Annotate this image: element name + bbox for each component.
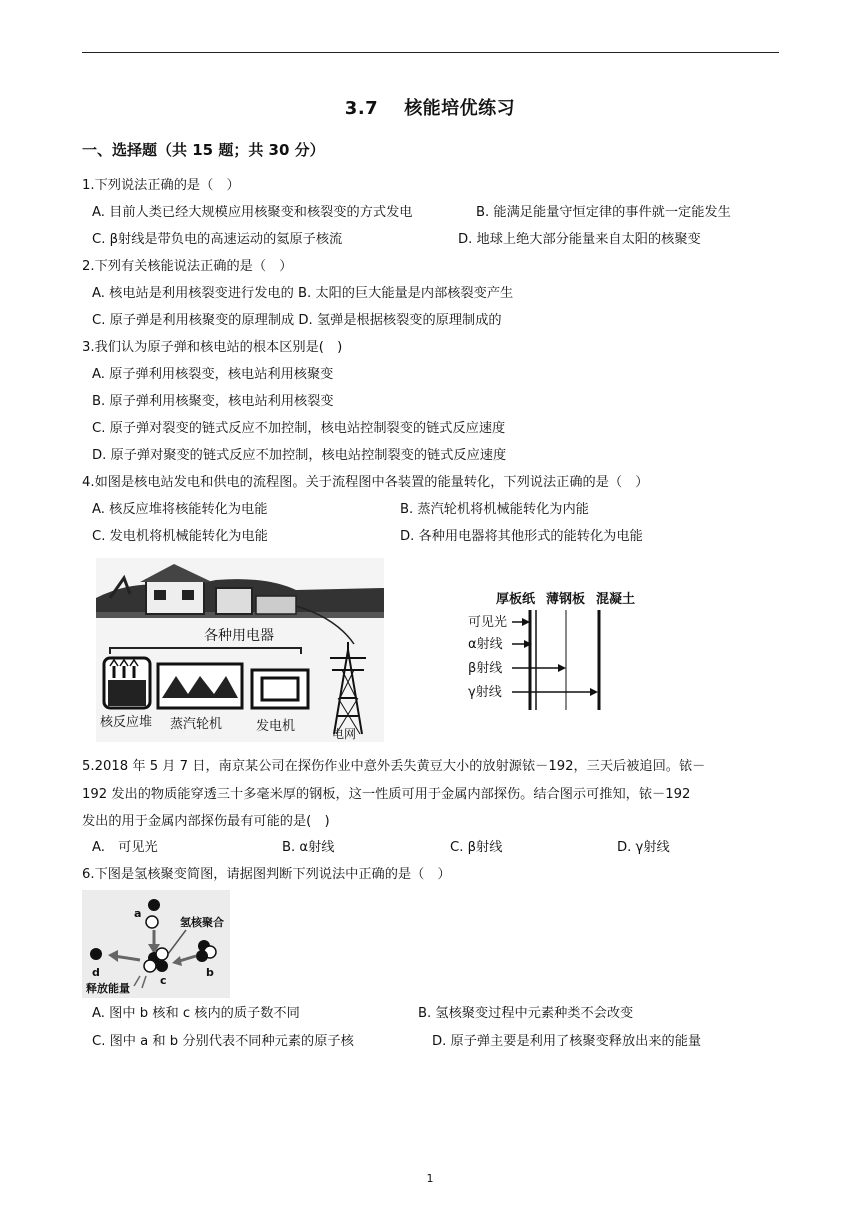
turbine-label: 蒸汽轮机 [170, 717, 223, 732]
q5-option-c: C. β射线 [450, 840, 503, 855]
release-energy-label: 释放能量 [86, 982, 130, 995]
q2-options-cd: C. 原子弹是利用核聚变的原理制成 D. 氢弹是根据核裂变的原理制成的 [92, 313, 502, 328]
title-text: 核能培优练习 [404, 98, 516, 119]
beta-ray-label: β射线 [468, 661, 503, 676]
q6-stem: 6.下图是氢核聚变简图，请据图判断下列说法中正确的是（ ） [82, 867, 451, 882]
steel-label: 薄钢板 [546, 592, 586, 607]
q4-option-d: D. 各种用电器将其他形式的能转化为电能 [400, 529, 643, 544]
visible-light-label: 可见光 [468, 615, 508, 630]
nucleus-c-label: c [160, 974, 167, 987]
q6-option-a: A. 图中 b 核和 c 核内的质子数不同 [92, 1006, 300, 1021]
q4-option-b: B. 蒸汽轮机将机械能转化为内能 [400, 502, 589, 517]
grid-label: 电网 [332, 727, 357, 741]
q1-option-d: D. 地球上绝大部分能量来自太阳的核聚变 [458, 232, 701, 247]
q1-option-b: B. 能满足能量守恒定律的事件就一定能发生 [476, 205, 731, 220]
header-rule [82, 52, 779, 53]
q4-stem: 4.如图是核电站发电和供电的流程图。关于流程图中各装置的能量转化，下列说法正确的是（ ） [82, 475, 649, 490]
q4-option-a: A. 核反应堆将核能转化为电能 [92, 502, 268, 517]
q3-option-c: C. 原子弹对裂变的链式反应不加控制，核电站控制裂变的链式反应速度 [92, 421, 506, 436]
power-plant-flow-figure [96, 558, 384, 742]
hydrogen-fusion-figure [82, 890, 230, 998]
q6-option-b: B. 氢核聚变过程中元素种类不会改变 [418, 1006, 634, 1021]
q1-option-a: A. 目前人类已经大规模应用核聚变和核裂变的方式发电 [92, 205, 413, 220]
appliances-label: 各种用电器 [204, 628, 274, 644]
section-heading: 一、选择题（共 15 题；共 30 分） [82, 141, 325, 159]
q1-stem: 1.下列说法正确的是（ ） [82, 178, 240, 193]
nucleus-a-label: a [134, 907, 142, 920]
q6-option-d: D. 原子弹主要是利用了核聚变释放出来的能量 [432, 1034, 702, 1049]
cardboard-label: 厚板纸 [496, 592, 536, 607]
q4-option-c: C. 发电机将机械能转化为电能 [92, 529, 268, 544]
reactor-label: 核反应堆 [100, 715, 153, 730]
page-title [0, 94, 860, 120]
page-number: 1 [426, 1172, 434, 1185]
q2-options-ab: A. 核电站是利用核裂变进行发电的 B. 太阳的巨大能量是内部核裂变产生 [92, 286, 514, 301]
gamma-ray-label: γ射线 [468, 685, 502, 700]
nucleus-d-label: d [92, 966, 100, 979]
concrete-label: 混凝土 [596, 592, 636, 607]
fusion-label: 氢核聚合 [180, 916, 224, 929]
q5-line-3: 发出的用于金属内部探伤最有可能的是( ) [82, 814, 330, 829]
q5-line-1: 5.2018 年 5 月 7 日，南京某公司在探伤作业中意外丢失黄豆大小的放射源铱－192，三天后被追回。铱－ [82, 759, 706, 774]
q3-stem: 3.我们认为原子弹和核电站的根本区别是( ) [82, 340, 343, 355]
q3-option-d: D. 原子弹对聚变的链式反应不加控制，核电站控制裂变的链式反应速度 [92, 448, 507, 463]
q5-line-2: 192 发出的物质能穿透三十多毫米厚的钢板，这一性质可用于金属内部探伤。结合图示可推知，铱－192 [82, 787, 691, 802]
q5-option-d: D. γ射线 [617, 840, 670, 855]
q3-option-b: B. 原子弹利用核聚变，核电站利用核裂变 [92, 394, 334, 409]
q1-option-c: C. β射线是带负电的高速运动的氦原子核流 [92, 232, 343, 247]
nucleus-b-label: b [206, 966, 214, 979]
q6-option-c: C. 图中 a 和 b 分别代表不同种元素的原子核 [92, 1034, 354, 1049]
q2-stem: 2.下列有关核能说法正确的是（ ） [82, 259, 293, 274]
radiation-penetration-figure [460, 584, 680, 714]
title-number: 3.7 [344, 98, 379, 119]
generator-label: 发电机 [256, 719, 296, 734]
alpha-ray-label: α射线 [468, 637, 503, 652]
q5-option-a: A. 可见光 [92, 840, 158, 855]
q3-option-a: A. 原子弹利用核裂变，核电站利用核聚变 [92, 367, 334, 382]
q5-option-b: B. α射线 [282, 840, 335, 855]
